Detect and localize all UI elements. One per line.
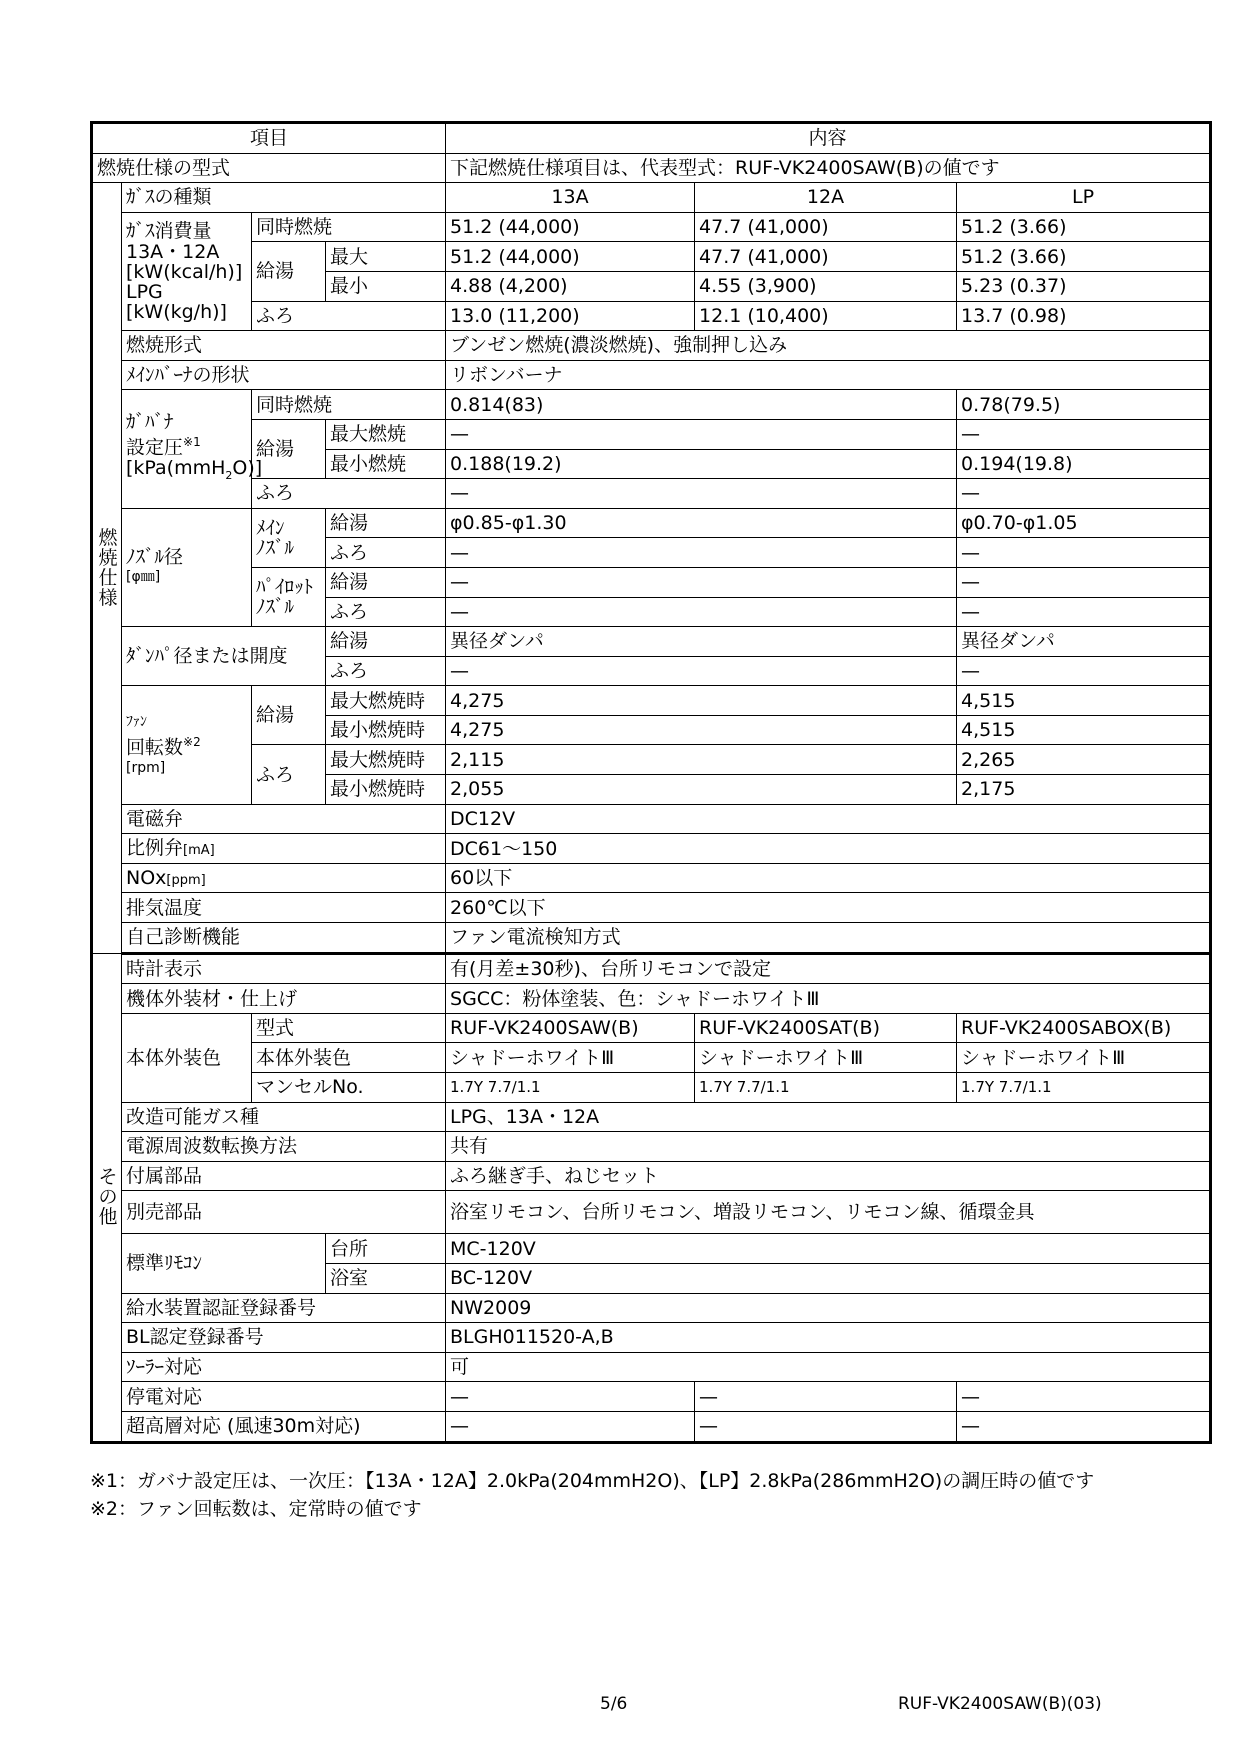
solar-value: 可 bbox=[446, 1352, 1211, 1382]
consumption-min-lp: 5.23 (0.37) bbox=[957, 271, 1211, 301]
nox-label: NOx bbox=[126, 866, 167, 889]
governor-simul-value: 0.814(83) bbox=[446, 390, 957, 420]
group-label-combustion-text: 燃焼仕様 bbox=[98, 526, 118, 609]
fan-hot-min-label: 最小燃焼時 bbox=[326, 715, 446, 745]
governor-label-1: ｶﾞﾊﾞﾅ bbox=[126, 411, 174, 434]
consumption-bath-lp: 13.7 (0.98) bbox=[957, 301, 1211, 331]
body-color-color-2: シャドーホワイトⅢ bbox=[695, 1043, 957, 1073]
governor-unit-prefix: [kPa(mmH bbox=[126, 456, 226, 479]
nozzle-main-bath-value: — bbox=[446, 538, 957, 568]
governor-label-cell bbox=[122, 390, 263, 508]
exhaust-label: 排気温度 bbox=[122, 893, 446, 923]
proportional-unit: [mA] bbox=[183, 843, 215, 859]
gas-type-lp: LP bbox=[957, 183, 1211, 213]
fan-label-2: 回転数 bbox=[126, 736, 184, 759]
clock-value: 有(月差±30秒)、台所リモコンで設定 bbox=[446, 953, 1211, 984]
optional-value: 浴室リモコン、台所リモコン、増設リモコン、リモコン線、循環金具 bbox=[446, 1191, 1211, 1234]
table-row bbox=[92, 984, 1211, 1014]
consumption-simul-label: 同時燃焼 bbox=[252, 212, 446, 242]
damper-label: ﾀﾞﾝﾊﾟ径または開度 bbox=[122, 627, 326, 686]
nozzle-main-label-1: ﾒｲﾝ bbox=[256, 516, 285, 539]
nox-label-cell bbox=[122, 863, 446, 893]
nozzle-main-hot-lp: φ0.70-φ1.05 bbox=[957, 508, 1211, 538]
high-rise-label: 超高層対応 (風速30m対応) bbox=[122, 1411, 446, 1442]
power-outage-label: 停電対応 bbox=[122, 1382, 446, 1412]
group-label-combustion bbox=[92, 183, 122, 953]
table-row bbox=[92, 686, 1211, 716]
consumption-min-label: 最小 bbox=[326, 271, 446, 301]
burner-shape-value: リボンバーナ bbox=[446, 360, 1211, 390]
nozzle-pilot-label-1: ﾊﾟｲﾛｯﾄ bbox=[256, 576, 314, 598]
consumption-bath-13a: 13.0 (11,200) bbox=[446, 301, 695, 331]
table-row bbox=[92, 1102, 1211, 1132]
governor-hot-label: 給湯 bbox=[252, 419, 326, 478]
accessories-label: 付属部品 bbox=[122, 1161, 446, 1191]
optional-label: 別売部品 bbox=[122, 1191, 446, 1234]
consumption-hot-label: 給湯 bbox=[252, 242, 326, 301]
nozzle-main-hot-label: 給湯 bbox=[326, 508, 446, 538]
power-outage-value-1: — bbox=[446, 1382, 695, 1412]
consumption-unit-1: 13A・12A bbox=[126, 241, 220, 264]
combustion-type-label: 燃焼形式 bbox=[122, 331, 446, 361]
header-item: 項目 bbox=[92, 123, 446, 154]
footnote-2: ※2：ファン回転数は、定常時の値です bbox=[90, 1498, 422, 1520]
consumption-unit-3: LPG bbox=[126, 281, 163, 304]
consumption-min-13a: 4.88 (4,200) bbox=[446, 271, 695, 301]
table-row bbox=[92, 153, 1211, 183]
water-cert-label: 給水装置認証登録番号 bbox=[122, 1293, 446, 1323]
damper-hot-label: 給湯 bbox=[326, 627, 446, 657]
governor-bath-label: ふろ bbox=[252, 479, 446, 509]
governor-simul-label: 同時燃焼 bbox=[252, 390, 446, 420]
remote-bath-value: BC-120V bbox=[446, 1263, 1211, 1293]
group-label-other bbox=[92, 953, 122, 1442]
group-label-other-text: その他 bbox=[98, 1166, 118, 1229]
consumption-bath-12a: 12.1 (10,400) bbox=[695, 301, 957, 331]
table-row bbox=[92, 1411, 1211, 1442]
table-row bbox=[92, 1161, 1211, 1191]
consumption-label: ｶﾞｽ消費量 bbox=[126, 220, 212, 243]
governor-bath-lp: — bbox=[957, 479, 1211, 509]
body-color-model-3: RUF-VK2400SABOX(B) bbox=[957, 1013, 1211, 1043]
body-color-model-1: RUF-VK2400SAW(B) bbox=[446, 1013, 695, 1043]
fan-bath-max-label: 最大燃焼時 bbox=[326, 745, 446, 775]
table-row bbox=[92, 834, 1211, 864]
power-outage-value-2: — bbox=[695, 1382, 957, 1412]
fan-hot-label: 給湯 bbox=[252, 686, 326, 745]
nozzle-pilot-label-cell bbox=[252, 567, 326, 626]
table-row bbox=[92, 953, 1211, 984]
table-row bbox=[92, 1323, 1211, 1353]
proportional-value: DC61～150 bbox=[446, 834, 1211, 864]
table-row bbox=[92, 331, 1211, 361]
consumption-simul-13a: 51.2 (44,000) bbox=[446, 212, 695, 242]
consumption-min-12a: 4.55 (3,900) bbox=[695, 271, 957, 301]
governor-unit-suffix: O)] bbox=[232, 456, 263, 479]
accessories-value: ふろ継ぎ手、ねじセット bbox=[446, 1161, 1211, 1191]
governor-max-label: 最大燃焼 bbox=[326, 419, 446, 449]
body-color-munsell-label: マンセルNo. bbox=[252, 1073, 446, 1103]
nozzle-unit: [φ㎜] bbox=[126, 569, 161, 586]
fan-hot-max-label: 最大燃焼時 bbox=[326, 686, 446, 716]
governor-min-label: 最小燃焼 bbox=[326, 449, 446, 479]
governor-max-lp: — bbox=[957, 419, 1211, 449]
fan-bath-min-value: 2,055 bbox=[446, 775, 957, 805]
proportional-label: 比例弁 bbox=[126, 837, 184, 860]
header-content: 内容 bbox=[446, 123, 1211, 154]
fan-bath-min-lp: 2,175 bbox=[957, 775, 1211, 805]
solar-label: ｿｰﾗｰ対応 bbox=[122, 1352, 446, 1382]
table-header-row bbox=[92, 123, 1211, 154]
body-color-color-label: 本体外装色 bbox=[252, 1043, 446, 1073]
remote-bath-label: 浴室 bbox=[326, 1263, 446, 1293]
table-row bbox=[92, 183, 1211, 213]
consumption-max-lp: 51.2 (3.66) bbox=[957, 242, 1211, 272]
solenoid-value: DC12V bbox=[446, 804, 1211, 834]
nozzle-main-label-cell bbox=[252, 508, 326, 567]
body-color-model-2: RUF-VK2400SAT(B) bbox=[695, 1013, 957, 1043]
governor-min-value: 0.188(19.2) bbox=[446, 449, 957, 479]
document-code: RUF-VK2400SAW(B)(03) bbox=[898, 1694, 1102, 1714]
gas-type-12a: 12A bbox=[695, 183, 957, 213]
table-row bbox=[92, 745, 1211, 775]
table-row bbox=[92, 1073, 1211, 1103]
fan-note: ※2 bbox=[183, 735, 201, 750]
table-row bbox=[92, 804, 1211, 834]
body-color-munsell-2: 1.7Y 7.7/1.1 bbox=[695, 1073, 957, 1103]
table-row bbox=[92, 863, 1211, 893]
body-color-color-3: シャドーホワイトⅢ bbox=[957, 1043, 1211, 1073]
convertible-gas-value: LPG、13A・12A bbox=[446, 1102, 1211, 1132]
model-value: 下記燃焼仕様項目は、代表型式：RUF-VK2400SAW(B)の値です bbox=[446, 153, 1211, 183]
consumption-max-13a: 51.2 (44,000) bbox=[446, 242, 695, 272]
body-color-munsell-3: 1.7Y 7.7/1.1 bbox=[957, 1073, 1211, 1103]
fan-hot-max-lp: 4,515 bbox=[957, 686, 1211, 716]
remote-kitchen-value: MC-120V bbox=[446, 1234, 1211, 1264]
nozzle-main-bath-lp: — bbox=[957, 538, 1211, 568]
table-row bbox=[92, 242, 1211, 272]
damper-hot-lp: 異径ダンパ bbox=[957, 627, 1211, 657]
fan-unit: [rpm] bbox=[126, 759, 166, 776]
nozzle-pilot-bath-value: — bbox=[446, 597, 957, 627]
consumption-max-label: 最大 bbox=[326, 242, 446, 272]
high-rise-value-1: — bbox=[446, 1411, 695, 1442]
table-row bbox=[92, 1191, 1211, 1234]
water-cert-value: NW2009 bbox=[446, 1293, 1211, 1323]
self-diag-value: ファン電流検知方式 bbox=[446, 923, 1211, 954]
fan-bath-min-label: 最小燃焼時 bbox=[326, 775, 446, 805]
frequency-label: 電源周波数転換方法 bbox=[122, 1132, 446, 1162]
table-row bbox=[92, 508, 1211, 538]
table-row bbox=[92, 627, 1211, 657]
governor-note: ※1 bbox=[183, 435, 201, 450]
self-diag-label: 自己診断機能 bbox=[122, 923, 446, 954]
table-row bbox=[92, 1043, 1211, 1073]
casing-label: 機体外装材・仕上げ bbox=[122, 984, 446, 1014]
governor-bath-value: — bbox=[446, 479, 957, 509]
solenoid-label: 電磁弁 bbox=[122, 804, 446, 834]
body-color-munsell-1: 1.7Y 7.7/1.1 bbox=[446, 1073, 695, 1103]
nox-unit: [ppm] bbox=[166, 872, 206, 888]
governor-max-value: — bbox=[446, 419, 957, 449]
clock-label: 時計表示 bbox=[122, 953, 446, 984]
consumption-label-cell bbox=[122, 212, 252, 330]
nozzle-label: ﾉｽﾞﾙ径 bbox=[126, 546, 184, 569]
fan-label-1: ﾌｧﾝ bbox=[126, 714, 147, 731]
proportional-label-cell bbox=[122, 834, 446, 864]
nozzle-main-hot-value: φ0.85-φ1.30 bbox=[446, 508, 957, 538]
table-row bbox=[92, 893, 1211, 923]
consumption-unit-2: [kW(kcal/h)] bbox=[126, 261, 243, 284]
nozzle-pilot-hot-lp: — bbox=[957, 567, 1211, 597]
damper-hot-value: 異径ダンパ bbox=[446, 627, 957, 657]
body-color-model-label: 型式 bbox=[252, 1013, 446, 1043]
fan-label-cell bbox=[122, 686, 252, 804]
damper-bath-lp: — bbox=[957, 656, 1211, 686]
frequency-value: 共有 bbox=[446, 1132, 1211, 1162]
table-row bbox=[92, 567, 1211, 597]
nozzle-main-label-2: ﾉｽﾞﾙ bbox=[256, 536, 295, 559]
footnotes bbox=[90, 1467, 1094, 1523]
model-label: 燃焼仕様の型式 bbox=[92, 153, 446, 183]
table-row bbox=[92, 360, 1211, 390]
nozzle-main-bath-label: ふろ bbox=[326, 538, 446, 568]
table-row bbox=[92, 212, 1211, 242]
nozzle-pilot-bath-label: ふろ bbox=[326, 597, 446, 627]
consumption-unit-4: [kW(kg/h)] bbox=[126, 301, 227, 324]
fan-bath-max-lp: 2,265 bbox=[957, 745, 1211, 775]
gas-type-label: ｶﾞｽの種類 bbox=[122, 183, 446, 213]
fan-hot-min-lp: 4,515 bbox=[957, 715, 1211, 745]
governor-min-lp: 0.194(19.8) bbox=[957, 449, 1211, 479]
nozzle-pilot-label-2: ﾉｽﾞﾙ bbox=[256, 596, 295, 618]
page-number: 5/6 bbox=[600, 1694, 628, 1714]
governor-simul-lp: 0.78(79.5) bbox=[957, 390, 1211, 420]
table-row bbox=[92, 1382, 1211, 1412]
power-outage-value-3: — bbox=[957, 1382, 1211, 1412]
body-color-label: 本体外装色 bbox=[122, 1013, 252, 1102]
exhaust-value: 260℃以下 bbox=[446, 893, 1211, 923]
convertible-gas-label: 改造可能ガス種 bbox=[122, 1102, 446, 1132]
nozzle-label-cell bbox=[122, 508, 252, 626]
consumption-max-12a: 47.7 (41,000) bbox=[695, 242, 957, 272]
consumption-simul-12a: 47.7 (41,000) bbox=[695, 212, 957, 242]
fan-hot-max-value: 4,275 bbox=[446, 686, 957, 716]
remote-kitchen-label: 台所 bbox=[326, 1234, 446, 1264]
nozzle-pilot-bath-lp: — bbox=[957, 597, 1211, 627]
footnote-1: ※1：ガバナ設定圧は、一次圧：【13A・12A】2.0kPa(204mmH2O)、【LP】2.8kPa(286mmH2O)の調圧時の値です bbox=[90, 1470, 1095, 1492]
governor-unit-sub: 2 bbox=[225, 468, 233, 482]
high-rise-value-3: — bbox=[957, 1411, 1211, 1442]
table-row bbox=[92, 301, 1211, 331]
body-color-color-1: シャドーホワイトⅢ bbox=[446, 1043, 695, 1073]
nox-value: 60以下 bbox=[446, 863, 1211, 893]
combustion-type-value: ブンゼン燃焼(濃淡燃焼)、強制押し込み bbox=[446, 331, 1211, 361]
high-rise-value-2: — bbox=[695, 1411, 957, 1442]
damper-bath-label: ふろ bbox=[326, 656, 446, 686]
table-row bbox=[92, 1013, 1211, 1043]
table-row bbox=[92, 419, 1211, 449]
nozzle-pilot-hot-label: 給湯 bbox=[326, 567, 446, 597]
table-row bbox=[92, 1352, 1211, 1382]
table-row bbox=[92, 923, 1211, 954]
gas-type-13a: 13A bbox=[446, 183, 695, 213]
remote-label: 標準ﾘﾓｺﾝ bbox=[122, 1234, 326, 1293]
governor-label-2: 設定圧 bbox=[126, 436, 184, 459]
table-row bbox=[92, 1132, 1211, 1162]
consumption-simul-lp: 51.2 (3.66) bbox=[957, 212, 1211, 242]
damper-bath-value: — bbox=[446, 656, 957, 686]
fan-bath-label: ふろ bbox=[252, 745, 326, 804]
casing-value: SGCC：粉体塗装、色：シャドーホワイトⅢ bbox=[446, 984, 1211, 1014]
table-row bbox=[92, 1234, 1211, 1264]
table-row bbox=[92, 479, 1211, 509]
spec-table bbox=[90, 121, 1212, 1444]
burner-shape-label: ﾒｲﾝﾊﾞｰﾅの形状 bbox=[122, 360, 446, 390]
table-row bbox=[92, 1293, 1211, 1323]
fan-hot-min-value: 4,275 bbox=[446, 715, 957, 745]
table-row bbox=[92, 390, 1211, 420]
bl-cert-label: BL認定登録番号 bbox=[122, 1323, 446, 1353]
fan-bath-max-value: 2,115 bbox=[446, 745, 957, 775]
nozzle-pilot-hot-value: — bbox=[446, 567, 957, 597]
consumption-bath-label: ふろ bbox=[252, 301, 446, 331]
bl-cert-value: BLGH011520-A,B bbox=[446, 1323, 1211, 1353]
